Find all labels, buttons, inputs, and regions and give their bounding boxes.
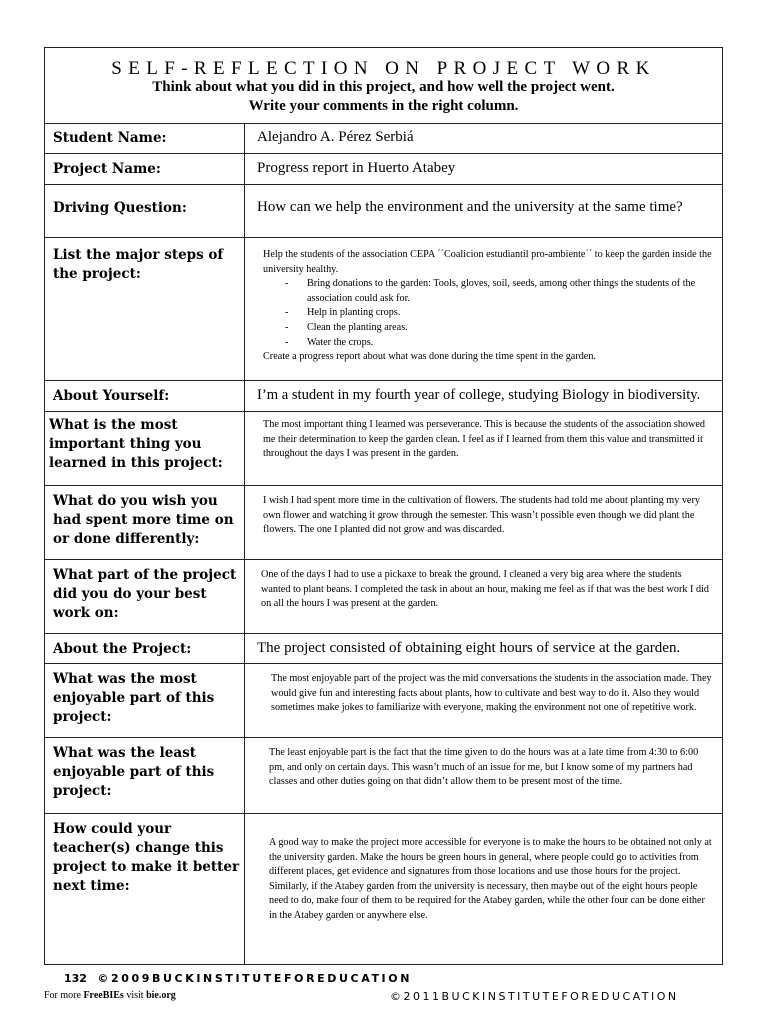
list-item: - Clean the planting areas. <box>285 321 712 336</box>
row-teacher-change <box>45 814 722 964</box>
steps-intro: Help the students of the association CEPA ´´Coalicion estudiantil pro-ambiente´´ to keep the garden inside the university healthy. <box>263 249 712 275</box>
freebies-bold: FreeBIEs <box>83 990 124 1001</box>
about-yourself-value: I’m a student in my fourth year of college, studying Biology in biodiversity. <box>257 387 701 403</box>
row-about-project <box>45 634 722 664</box>
driving-question-label: Driving Question: <box>45 185 245 237</box>
footer-copyright-2011: ©2011BUCKINSTITUTEFOREDUCATION <box>390 990 679 1003</box>
copyright-2009: ©2009BUCKINSTITUTEFOREDUCATION <box>97 972 413 985</box>
row-major-steps <box>45 238 722 381</box>
row-most-important <box>45 412 722 486</box>
least-enjoyable-value: The least enjoyable part is the fact that the time given to do the hours was at a late time from 4:30 to 6:00 pm, and only on certain days. This wasn’t much of an issue for me, but I know some of my partners had classes and other duties going on that didn’t allow them to be present most of the time. <box>269 747 699 788</box>
major-steps-label: List the major steps of the project: <box>45 238 245 380</box>
steps-outro: Create a progress report about what was done during the time spent in the garden. <box>263 351 596 363</box>
instructions-line-1: Think about what you did in this project, and how well the project went. <box>152 79 615 95</box>
row-most-enjoyable <box>45 664 722 738</box>
list-item: - Help in planting crops. <box>285 306 712 321</box>
most-important-label: What is the most important thing you learned in this project: <box>45 412 245 485</box>
about-project-label: About the Project: <box>45 634 245 663</box>
best-work-value: One of the days I had to use a pickaxe to break the ground. I cleaned a very big area where the students wanted to plant beans. I completed the task in about an hour, making me feel as if that was the best work I did on all the hours I was present at the garden. <box>261 569 710 610</box>
about-yourself-label: About Yourself: <box>45 381 245 411</box>
project-name-label: Project Name: <box>45 154 245 184</box>
form-header <box>45 48 722 124</box>
most-enjoyable-value: The most enjoyable part of the project was the mid conversations the students in the association made. They would give fun and interesting facts about plants, how to cultivate and best way to do it. Also they would sometimes make jokes to familiarize with everyone, making the environment not one of repetitive work. <box>271 673 712 714</box>
row-least-enjoyable <box>45 738 722 814</box>
major-steps-content <box>263 248 712 365</box>
student-name-value: Alejandro A. Pérez Serbiá <box>257 129 414 145</box>
most-enjoyable-label: What was the most enjoyable part of this project: <box>45 664 245 737</box>
footer-copyright-2009 <box>64 972 412 985</box>
about-project-value: The project consisted of obtaining eight hours of service at the garden. <box>257 640 681 656</box>
freebies-site-link[interactable]: bie.org <box>146 990 176 1001</box>
project-name-value: Progress report in Huerto Atabey <box>257 160 456 176</box>
row-best-work <box>45 560 722 634</box>
row-wish-more-time <box>45 486 722 560</box>
footer-freebies <box>44 990 176 1001</box>
wish-more-time-label: What do you wish you had spent more time on or done differently: <box>45 486 245 559</box>
list-item: - Bring donations to the garden: Tools, gloves, soil, seeds, among other things the students of the association could ask for. <box>285 277 712 306</box>
freebies-mid: visit <box>123 990 147 1001</box>
reflection-form <box>44 47 723 965</box>
teacher-change-label: How could your teacher(s) change this project to make it better next time: <box>45 814 245 964</box>
most-important-value: The most important thing I learned was perseverance. This is because the students of the association showed me their determination to keep the garden clean. I feel as if I learned from them this value and transmitted it throughout the days I was present in the garden. <box>263 419 705 460</box>
page-number: 132 <box>64 972 87 985</box>
steps-list <box>263 277 712 350</box>
instructions-line-2: Write your comments in the right column. <box>248 98 519 114</box>
driving-question-value: How can we help the environment and the university at the same time? <box>257 199 683 215</box>
page-title: SELF-REFLECTION ON PROJECT WORK <box>111 58 656 79</box>
list-item: - Water the crops. <box>285 336 712 351</box>
row-about-yourself <box>45 381 722 412</box>
wish-more-time-value: I wish I had spent more time in the cultivation of flowers. The students had told me about planting my very own flower and watching it grow through the semester. This wasn’t possible even though we did plant the flowers. The one I planted did not grow and was discarded. <box>263 495 700 536</box>
least-enjoyable-label: What was the least enjoyable part of this project: <box>45 738 245 813</box>
instructions <box>45 78 722 116</box>
row-student-name <box>45 123 722 154</box>
row-project-name <box>45 154 722 185</box>
teacher-change-value: A good way to make the project more accessible for everyone is to make the hours to be obtained not only at the university garden. Make the hours be green hours in general, where people could go to activities from different places, get evidence and signatures from those locations and use those hours for the project. Similarly, if the Atabey garden from the university is necessary, then maybe out of the eight hours people need to do, make four of them to be required for the Atabey garden, while the other four can be done either in the Atabey garden or anywhere else. <box>269 837 712 921</box>
student-name-label: Student Name: <box>45 123 245 153</box>
freebies-prefix: For more <box>44 990 84 1001</box>
row-driving-question <box>45 185 722 238</box>
best-work-label: What part of the project did you do your best work on: <box>45 560 245 633</box>
